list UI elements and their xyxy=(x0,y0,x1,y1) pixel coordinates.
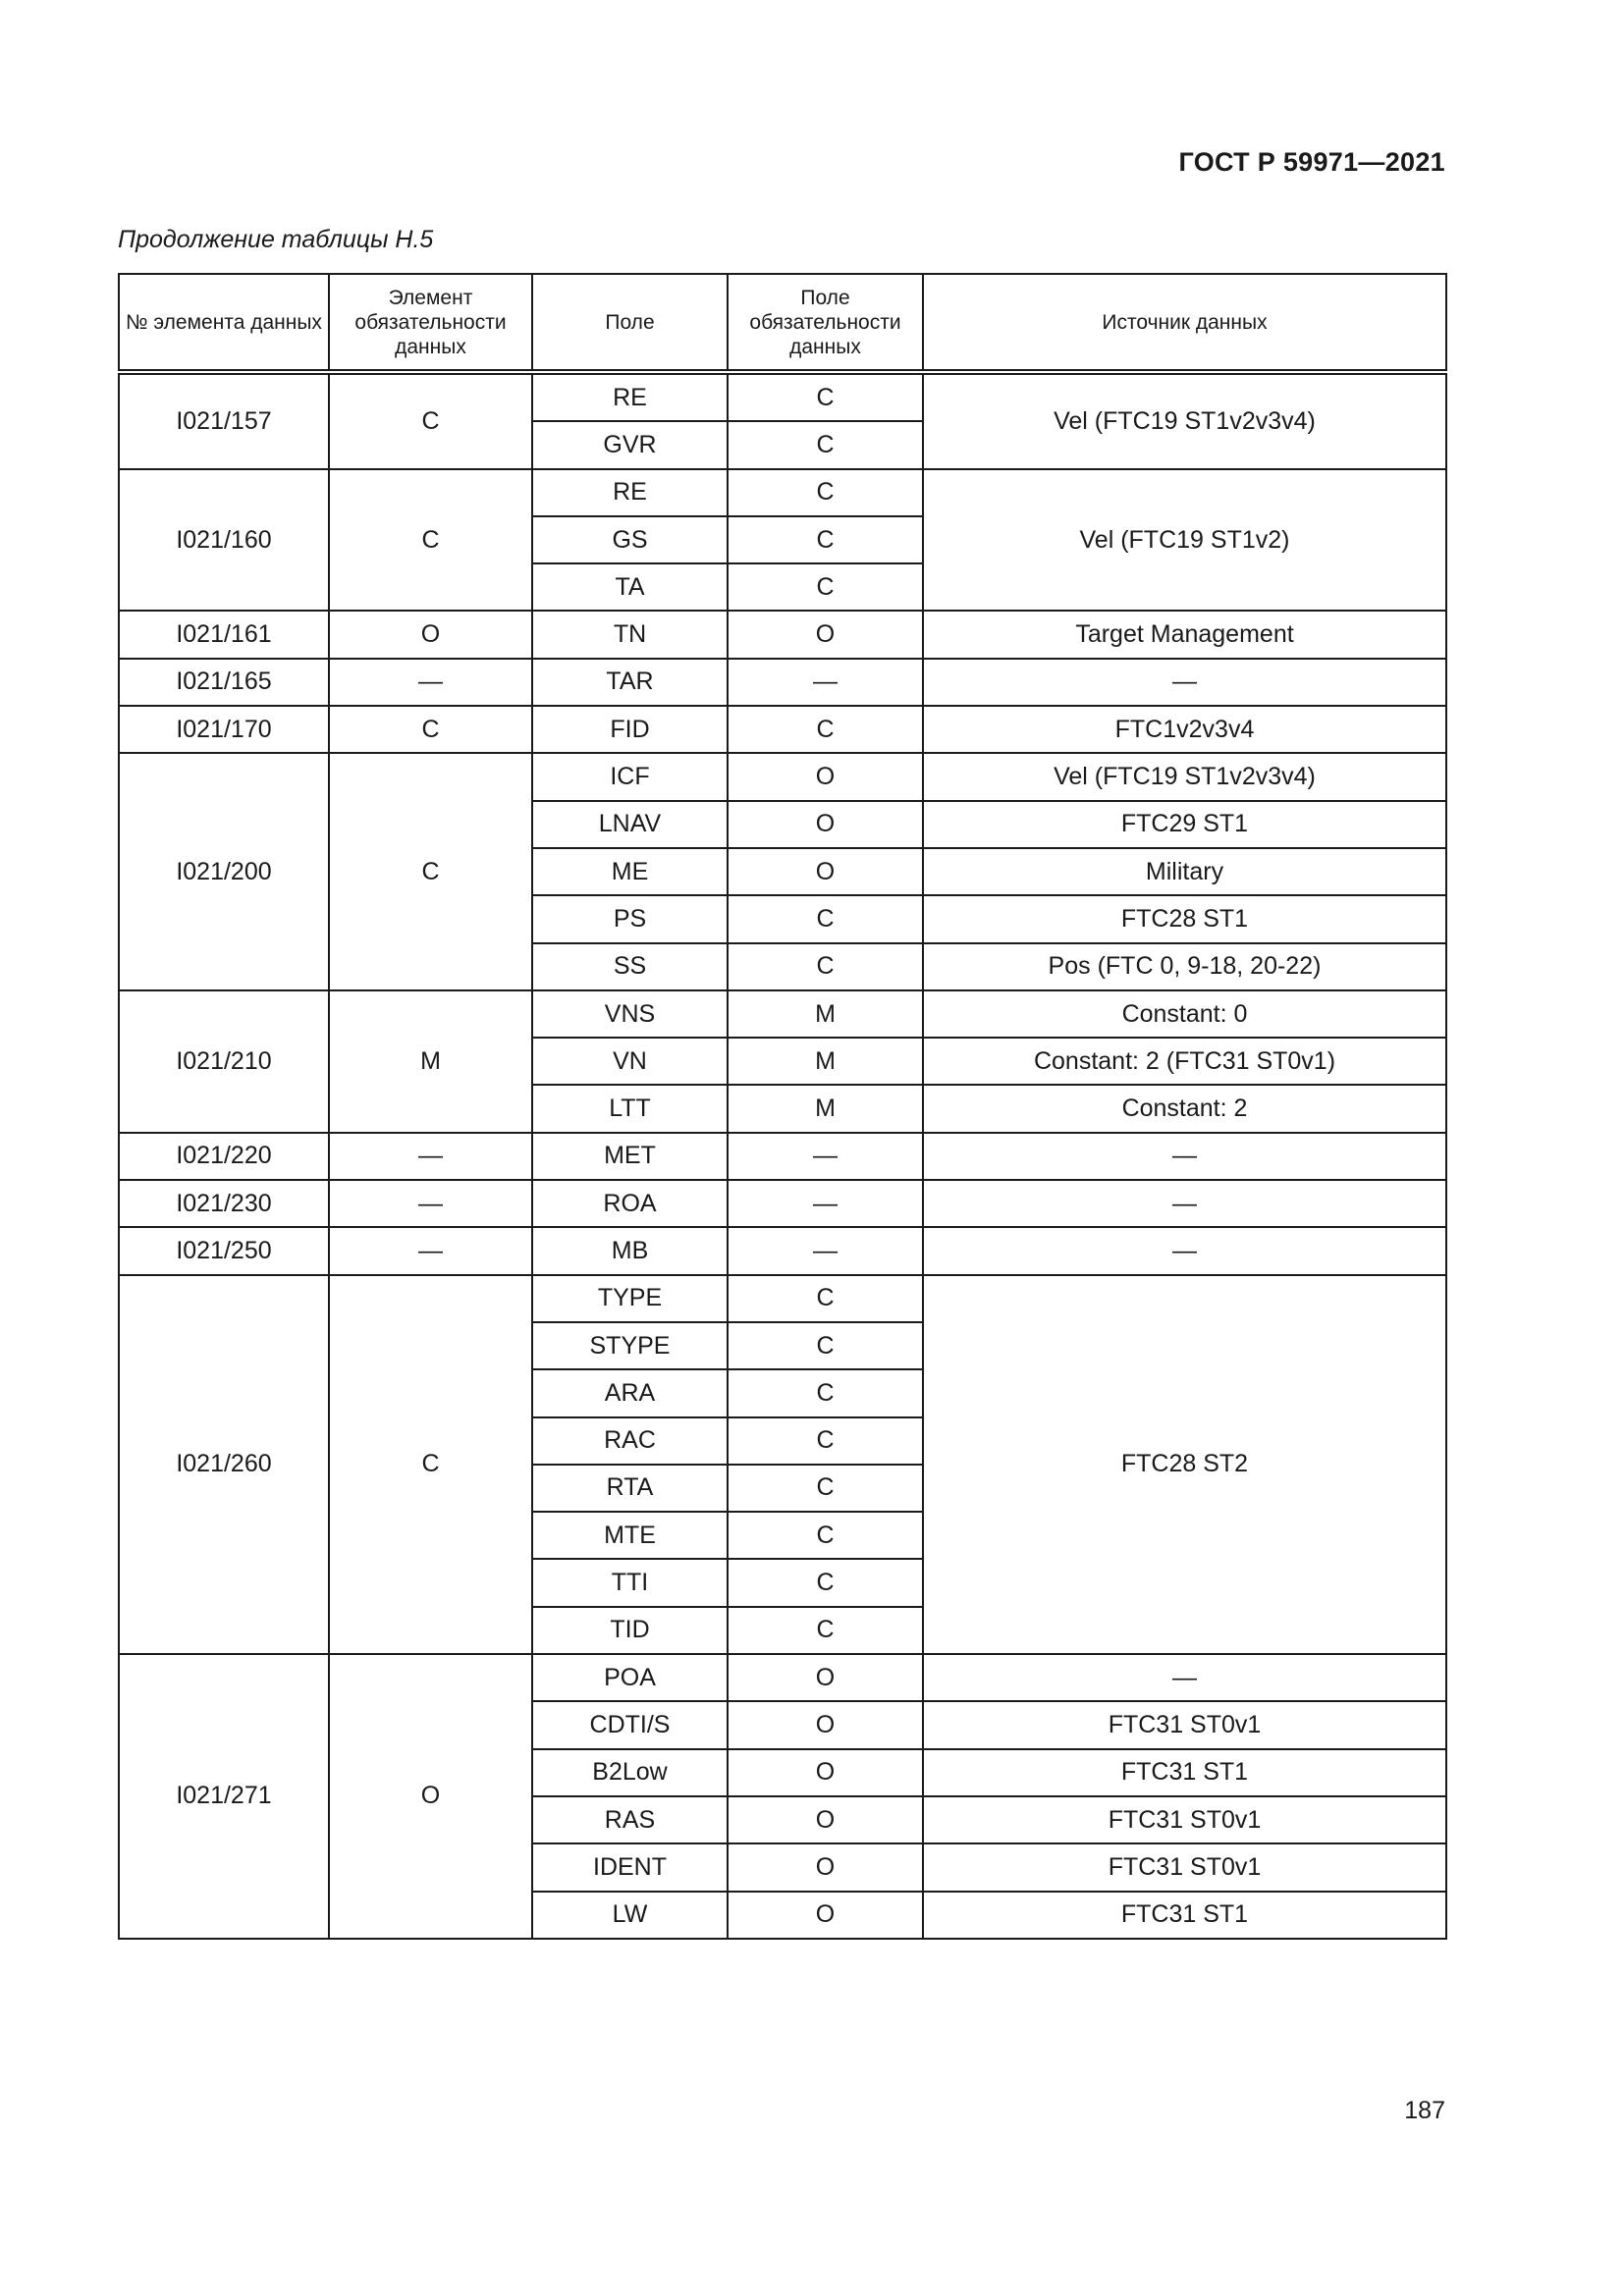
column-header-element-obligation: Элемент обязательности данных xyxy=(329,274,532,372)
element-number-cell: I021/250 xyxy=(119,1227,329,1274)
field-obligation-cell: C xyxy=(728,1275,923,1322)
field-obligation-cell: C xyxy=(728,516,923,563)
element-number-cell: I021/200 xyxy=(119,753,329,989)
table-row xyxy=(119,1227,1446,1274)
field-cell: LNAV xyxy=(532,801,728,848)
field-obligation-cell: O xyxy=(728,1749,923,1796)
field-cell: ME xyxy=(532,848,728,895)
element-number-cell: I021/230 xyxy=(119,1180,329,1227)
element-number-cell: I021/165 xyxy=(119,659,329,706)
field-obligation-cell: C xyxy=(728,1512,923,1559)
data-source-cell: — xyxy=(923,659,1446,706)
field-obligation-cell: C xyxy=(728,1369,923,1416)
field-obligation-cell: C xyxy=(728,1417,923,1465)
table-row xyxy=(119,1180,1446,1227)
element-number-cell: I021/220 xyxy=(119,1133,329,1180)
element-obligation-cell: M xyxy=(329,990,532,1133)
field-cell: RE xyxy=(532,372,728,421)
data-source-cell: — xyxy=(923,1227,1446,1274)
field-obligation-cell: C xyxy=(728,1607,923,1654)
column-header-element-number: № элемента данных xyxy=(119,274,329,372)
table-row xyxy=(119,990,1446,1038)
data-table xyxy=(118,273,1447,1940)
data-source-cell: Vel (FTC19 ST1v2v3v4) xyxy=(923,372,1446,469)
field-obligation-cell: O xyxy=(728,1843,923,1891)
data-source-cell: Vel (FTC19 ST1v2) xyxy=(923,469,1446,612)
column-header-field: Поле xyxy=(532,274,728,372)
field-obligation-cell: C xyxy=(728,372,923,421)
field-obligation-cell: O xyxy=(728,753,923,800)
table-row xyxy=(119,753,1446,800)
field-obligation-cell: — xyxy=(728,659,923,706)
element-obligation-cell: C xyxy=(329,753,532,989)
element-obligation-cell: C xyxy=(329,1275,532,1654)
field-obligation-cell: M xyxy=(728,1038,923,1085)
field-cell: MTE xyxy=(532,1512,728,1559)
field-obligation-cell: C xyxy=(728,1559,923,1606)
column-header-field-obligation: Поле обязательности данных xyxy=(728,274,923,372)
field-cell: STYPE xyxy=(532,1322,728,1369)
element-obligation-cell: O xyxy=(329,1654,532,1939)
element-number-cell: I021/210 xyxy=(119,990,329,1133)
field-cell: TTI xyxy=(532,1559,728,1606)
table-header-row xyxy=(119,274,1446,372)
table-row xyxy=(119,1133,1446,1180)
field-obligation-cell: C xyxy=(728,1322,923,1369)
element-obligation-cell: — xyxy=(329,1227,532,1274)
data-source-cell: FTC31 ST0v1 xyxy=(923,1701,1446,1748)
field-obligation-cell: M xyxy=(728,990,923,1038)
field-cell: LW xyxy=(532,1892,728,1939)
element-obligation-cell: C xyxy=(329,706,532,753)
element-obligation-cell: — xyxy=(329,1133,532,1180)
field-cell: SS xyxy=(532,943,728,990)
field-obligation-cell: C xyxy=(728,895,923,942)
column-header-data-source: Источник данных xyxy=(923,274,1446,372)
field-obligation-cell: — xyxy=(728,1133,923,1180)
element-number-cell: I021/157 xyxy=(119,372,329,469)
element-obligation-cell: — xyxy=(329,659,532,706)
element-obligation-cell: O xyxy=(329,611,532,658)
field-cell: TID xyxy=(532,1607,728,1654)
field-obligation-cell: M xyxy=(728,1085,923,1132)
field-obligation-cell: O xyxy=(728,1654,923,1701)
element-obligation-cell: C xyxy=(329,469,532,612)
field-cell: RE xyxy=(532,469,728,516)
data-source-cell: FTC1v2v3v4 xyxy=(923,706,1446,753)
field-cell: ARA xyxy=(532,1369,728,1416)
table-row xyxy=(119,1275,1446,1322)
field-cell: TN xyxy=(532,611,728,658)
data-source-cell: — xyxy=(923,1180,1446,1227)
field-cell: RAS xyxy=(532,1796,728,1843)
element-number-cell: I021/160 xyxy=(119,469,329,612)
field-obligation-cell: — xyxy=(728,1180,923,1227)
field-obligation-cell: O xyxy=(728,1701,923,1748)
data-source-cell: — xyxy=(923,1133,1446,1180)
data-source-cell: Vel (FTC19 ST1v2v3v4) xyxy=(923,753,1446,800)
field-cell: GS xyxy=(532,516,728,563)
data-source-cell: FTC31 ST0v1 xyxy=(923,1843,1446,1891)
field-obligation-cell: C xyxy=(728,1465,923,1512)
field-obligation-cell: O xyxy=(728,1892,923,1939)
field-cell: RTA xyxy=(532,1465,728,1512)
field-cell: TAR xyxy=(532,659,728,706)
data-source-cell: Target Management xyxy=(923,611,1446,658)
field-obligation-cell: — xyxy=(728,1227,923,1274)
element-number-cell: I021/271 xyxy=(119,1654,329,1939)
field-cell: LTT xyxy=(532,1085,728,1132)
table-row xyxy=(119,372,1446,421)
table-row xyxy=(119,1654,1446,1701)
data-source-cell: FTC28 ST1 xyxy=(923,895,1446,942)
table-row xyxy=(119,611,1446,658)
element-number-cell: I021/260 xyxy=(119,1275,329,1654)
field-cell: CDTI/S xyxy=(532,1701,728,1748)
field-cell: VN xyxy=(532,1038,728,1085)
field-obligation-cell: O xyxy=(728,801,923,848)
field-cell: IDENT xyxy=(532,1843,728,1891)
data-source-cell: Pos (FTC 0, 9-18, 20-22) xyxy=(923,943,1446,990)
data-source-cell: Constant: 2 (FTC31 ST0v1) xyxy=(923,1038,1446,1085)
field-cell: FID xyxy=(532,706,728,753)
table-row xyxy=(119,659,1446,706)
field-obligation-cell: C xyxy=(728,563,923,611)
field-cell: MB xyxy=(532,1227,728,1274)
field-obligation-cell: C xyxy=(728,943,923,990)
field-obligation-cell: C xyxy=(728,469,923,516)
field-obligation-cell: C xyxy=(728,706,923,753)
data-source-cell: FTC29 ST1 xyxy=(923,801,1446,848)
field-cell: RAC xyxy=(532,1417,728,1465)
data-source-cell: FTC31 ST0v1 xyxy=(923,1796,1446,1843)
field-cell: VNS xyxy=(532,990,728,1038)
element-obligation-cell: — xyxy=(329,1180,532,1227)
field-obligation-cell: O xyxy=(728,848,923,895)
field-obligation-cell: C xyxy=(728,421,923,468)
field-cell: TA xyxy=(532,563,728,611)
field-cell: MET xyxy=(532,1133,728,1180)
field-cell: B2Low xyxy=(532,1749,728,1796)
field-obligation-cell: O xyxy=(728,611,923,658)
data-source-cell: Constant: 2 xyxy=(923,1085,1446,1132)
page-number: 187 xyxy=(1404,2097,1445,2124)
data-source-cell: FTC28 ST2 xyxy=(923,1275,1446,1654)
data-source-cell: Constant: 0 xyxy=(923,990,1446,1038)
table-row xyxy=(119,469,1446,516)
data-source-cell: FTC31 ST1 xyxy=(923,1892,1446,1939)
element-number-cell: I021/161 xyxy=(119,611,329,658)
element-number-cell: I021/170 xyxy=(119,706,329,753)
data-source-cell: Military xyxy=(923,848,1446,895)
data-source-cell: — xyxy=(923,1654,1446,1701)
field-cell: TYPE xyxy=(532,1275,728,1322)
table-caption: Продолжение таблицы Н.5 xyxy=(118,226,434,253)
field-cell: POA xyxy=(532,1654,728,1701)
element-obligation-cell: C xyxy=(329,372,532,469)
field-cell: GVR xyxy=(532,421,728,468)
document-standard-header: ГОСТ Р 59971—2021 xyxy=(1178,147,1445,177)
field-obligation-cell: O xyxy=(728,1796,923,1843)
field-cell: ROA xyxy=(532,1180,728,1227)
data-source-cell: FTC31 ST1 xyxy=(923,1749,1446,1796)
field-cell: PS xyxy=(532,895,728,942)
field-cell: ICF xyxy=(532,753,728,800)
table-row xyxy=(119,706,1446,753)
